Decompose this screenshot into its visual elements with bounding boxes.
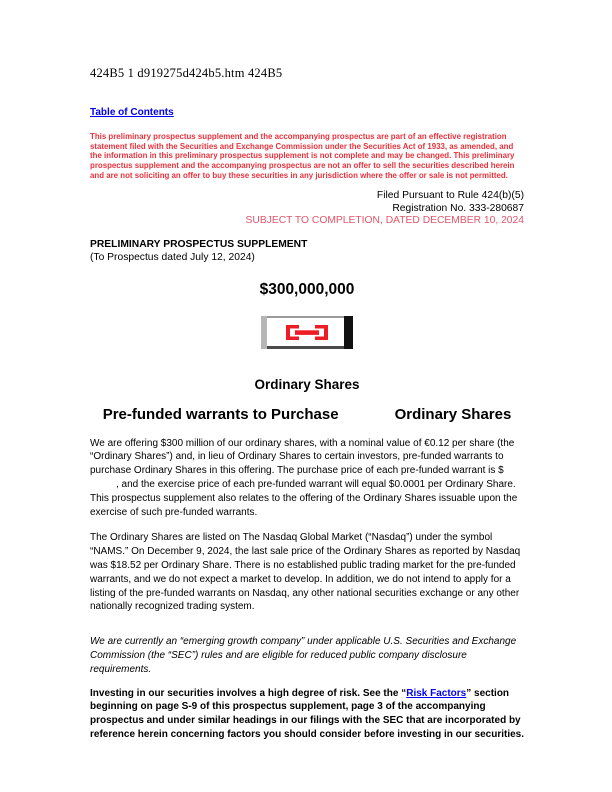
registration-number-line: Registration No. 333-280687 — [392, 202, 524, 214]
warrants-heading-left: Pre-funded warrants to Purchase — [102, 405, 339, 423]
supplement-subtitle: (To Prospectus dated July 12, 2024) — [90, 251, 255, 263]
supplement-title-block — [90, 239, 524, 265]
prefunded-warrants-heading — [90, 406, 524, 423]
offering-paragraph-text-a: We are offering $300 million of our ordinary shares, with a nominal value of €0.12 per share (the “Ordinary Shares”) and, in lieu of Ordinary Shares to certain investors, pre-funded warrants to purchase Ordinary Shares in this offering. The purchase price of each pre-funded warrant is $ — [90, 437, 515, 477]
risk-paragraph-text-after: ” section beginning on page S-9 of this prospectus supplement, page 3 of the accompanying prospectus and under similar headings in our filings with the SEC that are incorporated by reference herein concerning factors you should consider before investing in our securities. — [90, 687, 524, 740]
risk-factors-paragraph — [90, 687, 524, 742]
risk-paragraph-text-before: Investing in our securities involves a high degree of risk. See the “ — [90, 687, 407, 699]
edgar-filing-line: 424B5 1 d919275d424b5.htm 424B5 — [90, 66, 283, 80]
ordinary-shares-heading: Ordinary Shares — [254, 376, 360, 392]
subject-to-completion-line: SUBJECT TO COMPLETION, DATED DECEMBER 10, 2024 — [245, 215, 524, 227]
filed-pursuant-line: Filed Pursuant to Rule 424(b)(5) — [376, 190, 524, 202]
supplement-title: PRELIMINARY PROSPECTUS SUPPLEMENT — [90, 238, 308, 250]
company-logo — [90, 316, 524, 349]
offering-paragraph — [90, 437, 524, 520]
warrants-heading-right: Ordinary Shares — [394, 405, 512, 423]
red-bracket-logo-icon — [261, 316, 353, 349]
risk-factors-link[interactable]: Risk Factors — [406, 687, 467, 699]
offering-paragraph-text-b: , and the exercise price of each pre-funded warrant will equal $0.0001 per Ordinary Share. This prospectus supplement also relates to the offering of the Ordinary Shares issuable upon the exercise of such pre-funded warrants. — [90, 478, 518, 518]
table-of-contents-link[interactable]: Table of Contents — [90, 107, 174, 118]
filing-info-block — [90, 190, 524, 228]
offering-amount: $300,000,000 — [259, 280, 355, 298]
subject-to-completion-legend: This preliminary prospectus supplement and the accompanying prospectus are part of an effective registration statement filed with the Securities and Exchange Commission under the Securities Act of 1933, as amended, and the information in this preliminary prospectus supplement is not complete and may be changed. This preliminary prospectus supplement and the accompanying prospectus are not an offer to sell the securities described herein and are not soliciting an offer to buy these securities in any jurisdiction where the offer or sale is not permitted. — [90, 132, 515, 180]
nasdaq-listing-paragraph: The Ordinary Shares are listed on The Nasdaq Global Market (“Nasdaq”) under the symbol “NAMS.” On December 9, 2024, the last sale price of the Ordinary Shares as reported by Nasdaq was $18.52 per Ordinary Share. There is no established public trading market for the pre-funded warrants, and we do not expect a market to develop. In addition, we do not intend to apply for a listing of the pre-funded warrants on Nasdaq, any other national securities exchange or any other nationally recognized trading system. — [90, 532, 521, 613]
emerging-growth-company-paragraph: We are currently an “emerging growth company” under applicable U.S. Securities and Exchange Commission (the “SEC”) rules and are eligible for reduced public company disclosure requirements. — [90, 636, 517, 675]
